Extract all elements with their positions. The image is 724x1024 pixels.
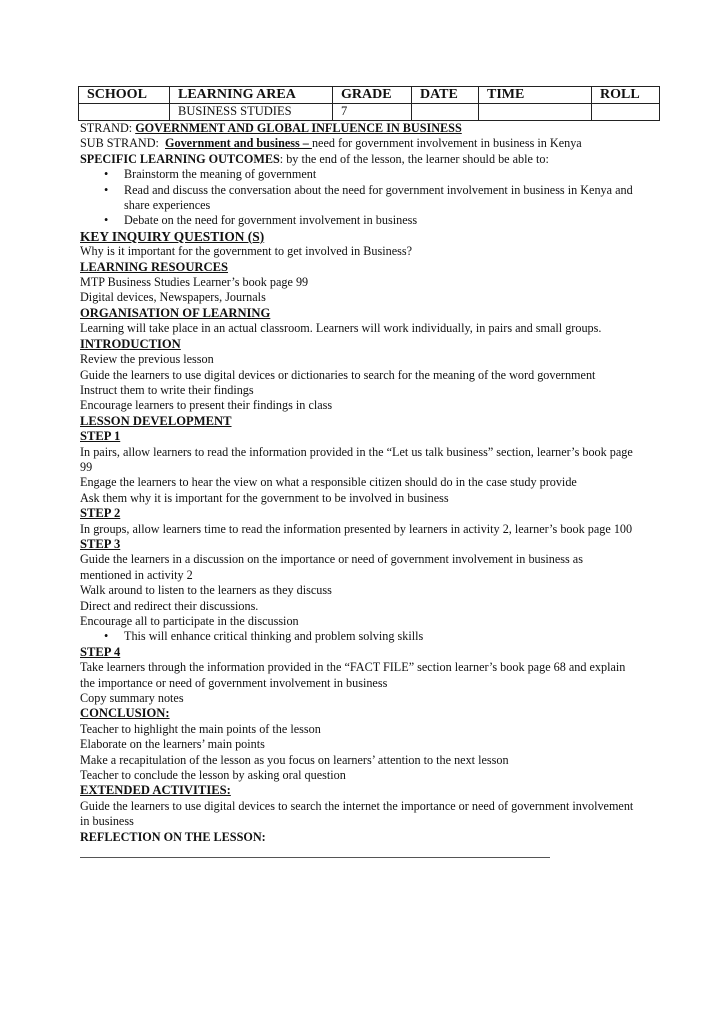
step3-line: Encourage all to participate in the discussion [80, 614, 299, 628]
introduction-line: Review the previous lesson [80, 352, 214, 367]
step1-line: Ask them why it is important for the government to be involved in business [80, 490, 449, 505]
sub-strand-line [80, 136, 636, 151]
header-cell-roll: ROLL [592, 87, 660, 104]
step4-heading: STEP 4 [80, 644, 121, 659]
extended-heading: EXTENDED ACTIVITIES: [80, 783, 231, 798]
reflection-heading: REFLECTION ON THE LESSON: [80, 829, 266, 844]
organisation-text: Learning will take place in an actual classroom. Learners will work individually, in pairs and small groups. [80, 321, 602, 336]
introduction-heading: INTRODUCTION [80, 336, 181, 351]
step1-line: In pairs, allow learners to read the information provided in the “Let us talk business” section, learner’s book page 99 [80, 444, 633, 474]
bullet-icon: • [104, 629, 109, 644]
outcomes-line [80, 152, 636, 167]
conclusion-line: Elaborate on the learners’ main points [80, 737, 265, 752]
step3-line: Guide the learners in a discussion on the importance or need of government involvement in business as mentioned in activity 2 [80, 552, 583, 582]
extended-text: Guide the learners to use digital devices to search the internet the importance or need of government involvement in business [80, 798, 634, 829]
organisation-heading: ORGANISATION OF LEARNING [80, 305, 271, 320]
list-item: • This will enhance critical thinking and problem solving skills [104, 629, 424, 644]
outcomes-label: SPECIFIC LEARNING OUTCOMES [80, 151, 280, 166]
bullet-icon: • [104, 167, 109, 182]
resource-line: MTP Business Studies Learner’s book page 99 [80, 275, 309, 290]
development-heading: LESSON DEVELOPMENT [80, 413, 232, 428]
step4-line: Take learners through the information provided in the “FACT FILE” section learner’s book page 68 and explain the importance or need of government involvement in business [80, 660, 626, 690]
conclusion-line: Teacher to conclude the lesson by asking oral question [80, 768, 346, 783]
bullet-icon: • [104, 213, 109, 228]
list-item: • Brainstorm the meaning of government [104, 167, 317, 182]
step3-heading: STEP 3 [80, 536, 121, 551]
conclusion-line: Make a recapitulation of the lesson as you focus on learners’ attention to the next lesson [80, 752, 509, 767]
value-cell-date [412, 104, 479, 121]
conclusion-line: Teacher to highlight the main points of the lesson [80, 721, 321, 736]
value-cell-grade: 7 [333, 104, 412, 121]
sub-strand-label: SUB STRAND: [80, 136, 162, 151]
strand-line [80, 121, 636, 136]
step4-line: Copy summary notes [80, 691, 184, 706]
header-cell-date: DATE [412, 87, 479, 104]
step1-heading: STEP 1 [80, 429, 121, 444]
value-cell-time [479, 104, 592, 121]
introduction-line: Instruct them to write their findings [80, 382, 254, 397]
key-inquiry-text: Why is it important for the government to get involved in Business? [80, 244, 413, 259]
step3-list [80, 629, 636, 644]
lesson-plan-page [80, 86, 640, 858]
header-cell-learning-area: LEARNING AREA [170, 87, 333, 104]
list-item: • Read and discuss the conversation about the need for government involvement in business in Kenya and share experiences [104, 182, 633, 213]
lesson-header-table [78, 86, 660, 121]
list-item: • Debate on the need for government involvement in business [104, 213, 418, 228]
conclusion-heading: CONCLUSION: [80, 706, 170, 721]
resource-line: Digital devices, Newspapers, Journals [80, 290, 266, 305]
outcomes-intro: : by the end of the lesson, the learner should be able to: [279, 151, 549, 166]
introduction-line: Guide the learners to use digital devices or dictionaries to search for the meaning of the word government [80, 367, 596, 382]
outcomes-list [80, 167, 636, 229]
step2-line: In groups, allow learners time to read the information presented by learners in activity 2, learner’s book page 100 [80, 521, 633, 536]
value-cell-roll [592, 104, 660, 121]
step3-line: Walk around to listen to the learners as they discuss [80, 583, 332, 598]
resources-heading: LEARNING RESOURCES [80, 259, 229, 274]
header-cell-grade: GRADE [333, 87, 412, 104]
header-cell-time: TIME [479, 87, 592, 104]
value-cell-learning-area: BUSINESS STUDIES [170, 104, 333, 121]
sub-strand-rest: need for government involvement in business in Kenya [311, 136, 582, 151]
sub-strand-value: Government and business – [165, 136, 312, 151]
strand-label: STRAND: [80, 121, 136, 135]
value-cell-school [79, 104, 170, 121]
header-cell-school: SCHOOL [79, 87, 170, 104]
strand-value: GOVERNMENT AND GLOBAL INFLUENCE IN BUSINESS [135, 121, 462, 135]
step2-heading: STEP 2 [80, 506, 121, 521]
reflection-answer-line [80, 851, 550, 858]
introduction-line: Encourage learners to present their findings in class [80, 398, 333, 413]
bullet-icon: • [104, 182, 109, 197]
key-inquiry-heading: KEY INQUIRY QUESTION (S) [80, 228, 265, 244]
step3-line: Direct and redirect their discussions. [80, 598, 259, 613]
step1-line: Engage the learners to hear the view on what a responsible citizen should do in the case study provide [80, 475, 577, 490]
